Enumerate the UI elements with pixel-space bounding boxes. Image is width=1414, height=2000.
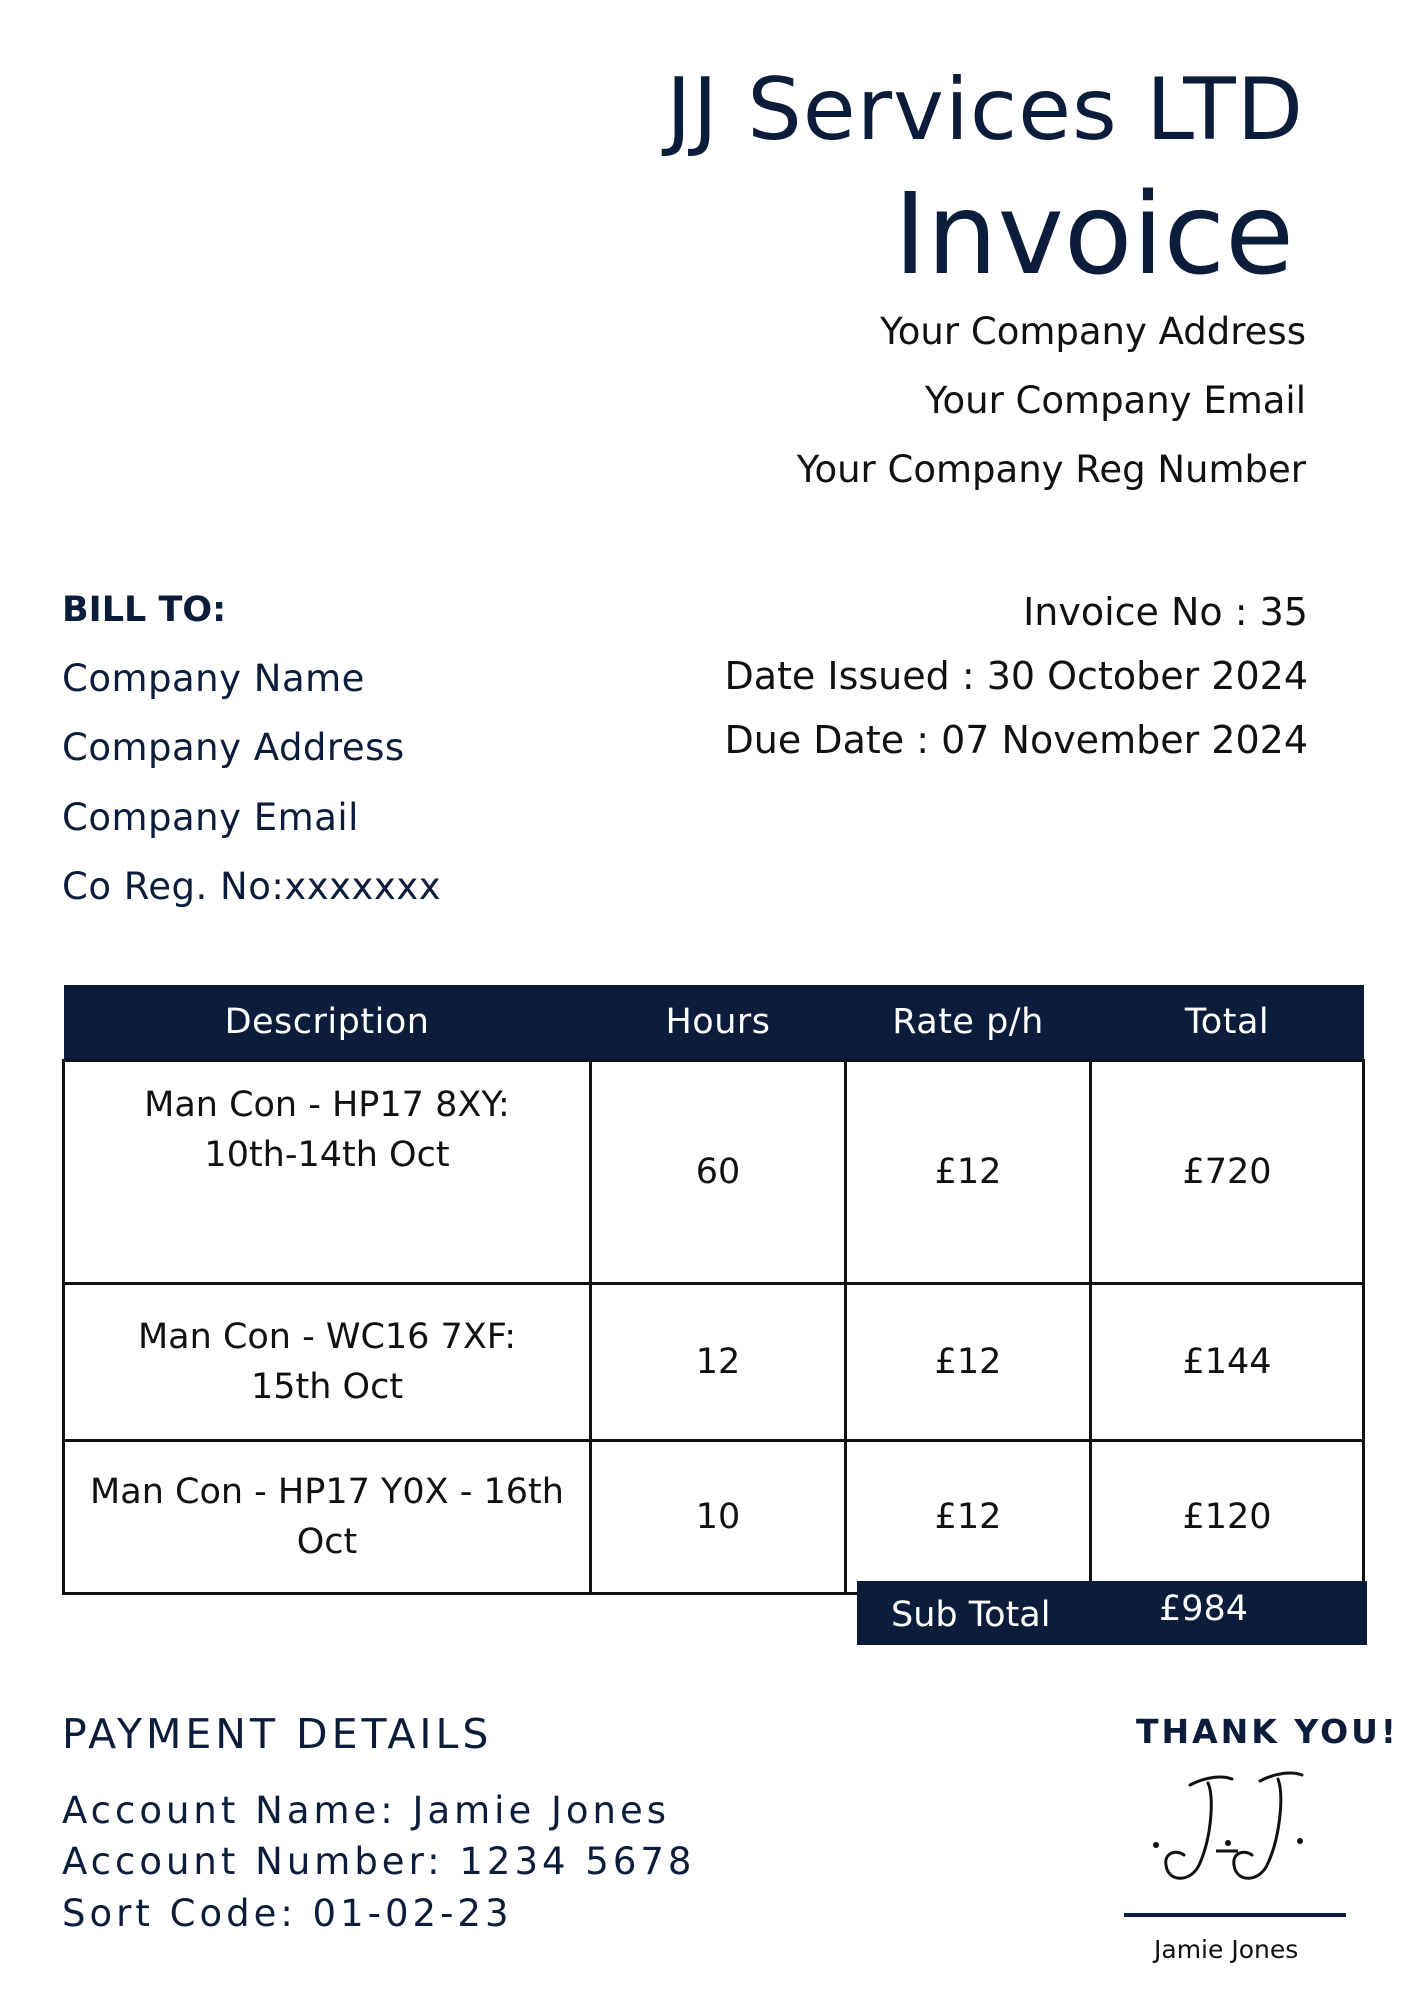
- row-description: [64, 1061, 591, 1284]
- row-hours: 60: [591, 1061, 846, 1284]
- row-rate: £12: [846, 1441, 1091, 1594]
- account-number: Account Number: 1234 5678: [62, 1840, 696, 1883]
- column-header-rate: Rate p/h: [846, 985, 1091, 1061]
- bill-to-company-name: Company Name: [62, 657, 365, 700]
- description-line: 10th-14th Oct: [204, 1135, 450, 1175]
- row-rate: £12: [846, 1061, 1091, 1284]
- subtotal-label: Sub Total: [891, 1595, 1051, 1635]
- table-header-row: [64, 985, 1364, 1061]
- company-name: JJ Services LTD: [666, 60, 1304, 160]
- date-issued: Date Issued : 30 October 2024: [724, 654, 1308, 698]
- table-row: [64, 1284, 1364, 1441]
- row-description: [64, 1284, 591, 1441]
- row-total: £144: [1091, 1284, 1364, 1441]
- company-reg-number: Your Company Reg Number: [796, 448, 1306, 491]
- invoice-items-table: [62, 985, 1365, 1595]
- row-total: £720: [1091, 1061, 1364, 1284]
- signer-name: Jamie Jones: [1154, 1935, 1299, 1964]
- column-header-hours: Hours: [591, 985, 846, 1061]
- description-line: 15th Oct: [250, 1367, 404, 1407]
- company-address: Your Company Address: [880, 310, 1306, 353]
- bill-to-company-address: Company Address: [62, 726, 405, 769]
- table-row: [64, 1061, 1364, 1284]
- bill-to-company-reg: Co Reg. No:xxxxxxx: [62, 865, 442, 908]
- row-hours: 10: [591, 1441, 846, 1594]
- description-line: Man Con - HP17 8XY:: [144, 1085, 510, 1125]
- company-email: Your Company Email: [924, 379, 1306, 422]
- row-description: [64, 1441, 591, 1594]
- signature-line: [1124, 1913, 1346, 1917]
- payment-details-heading: PAYMENT DETAILS: [62, 1710, 493, 1758]
- signature-image: [1150, 1765, 1320, 1895]
- description-line: Man Con - HP17 Y0X - 16th: [90, 1472, 564, 1512]
- invoice-number: Invoice No : 35: [1023, 590, 1308, 634]
- subtotal-value: £984: [1159, 1589, 1249, 1629]
- thank-you-text: THANK YOU!: [1136, 1712, 1399, 1751]
- description-line: Man Con - WC16 7XF:: [137, 1317, 517, 1357]
- due-date: Due Date : 07 November 2024: [724, 718, 1308, 762]
- bill-to-company-email: Company Email: [62, 796, 359, 839]
- description-line: Oct: [296, 1522, 358, 1562]
- column-header-description: Description: [64, 985, 591, 1061]
- row-hours: 12: [591, 1284, 846, 1441]
- subtotal-bar: [857, 1581, 1367, 1645]
- account-name: Account Name: Jamie Jones: [62, 1789, 671, 1832]
- column-header-total: Total: [1091, 985, 1364, 1061]
- row-rate: £12: [846, 1284, 1091, 1441]
- sort-code: Sort Code: 01-02-23: [62, 1892, 513, 1935]
- table-row: [64, 1441, 1364, 1594]
- bill-to-heading: BILL TO:: [62, 590, 227, 630]
- row-total: £120: [1091, 1441, 1364, 1594]
- document-title: Invoice: [893, 170, 1294, 300]
